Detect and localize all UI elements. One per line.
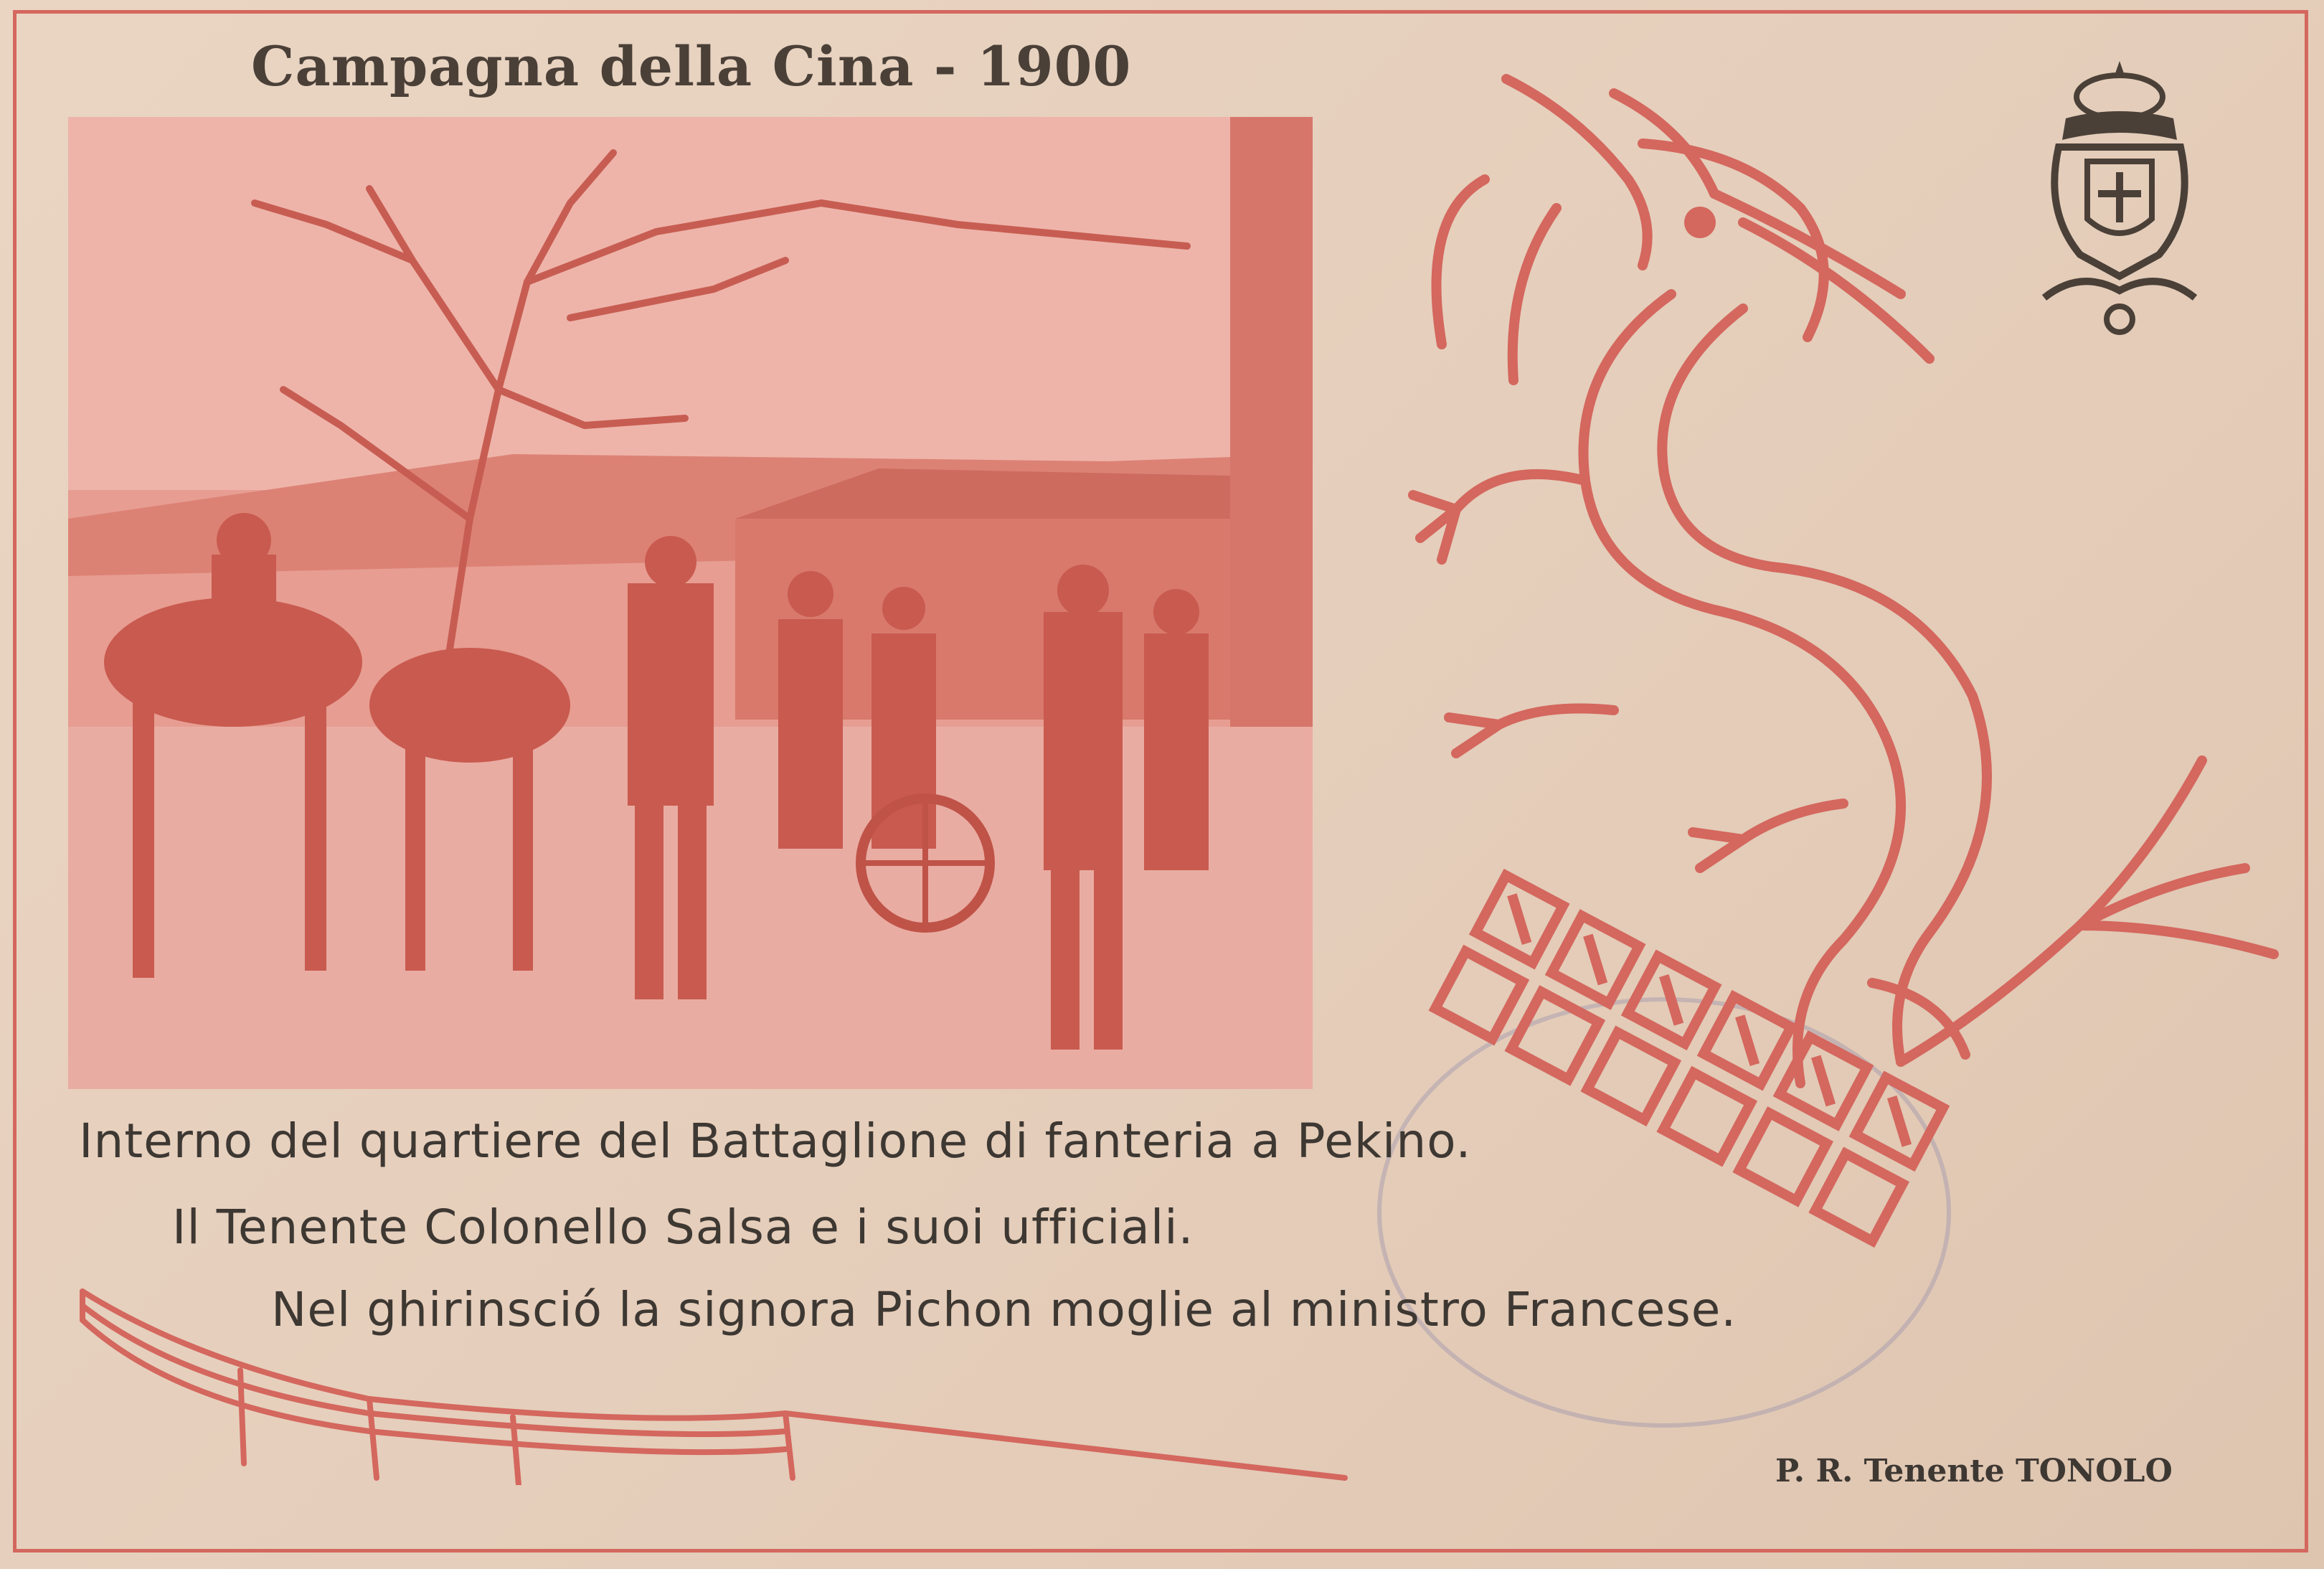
caption-line-2: Il Tenente Colonello Salsa e i suoi ufficiali. [172,1200,1194,1255]
halftone-photograph [68,117,1313,1089]
chinese-seal-stamp [1341,839,2023,1334]
caption-line-3: Nel ghirinsció la signora Pichon moglie al ministro Francese. [271,1282,1737,1337]
caption-line-1: Interno del quartiere del Battaglione di fanteria a Pekino. [79,1113,1472,1169]
publisher-credit: P. R. Tenente TONOLO [1775,1453,2173,1489]
card-title: Campagna della Cina - 1900 [251,34,1132,98]
photo-scene [68,117,1313,1089]
